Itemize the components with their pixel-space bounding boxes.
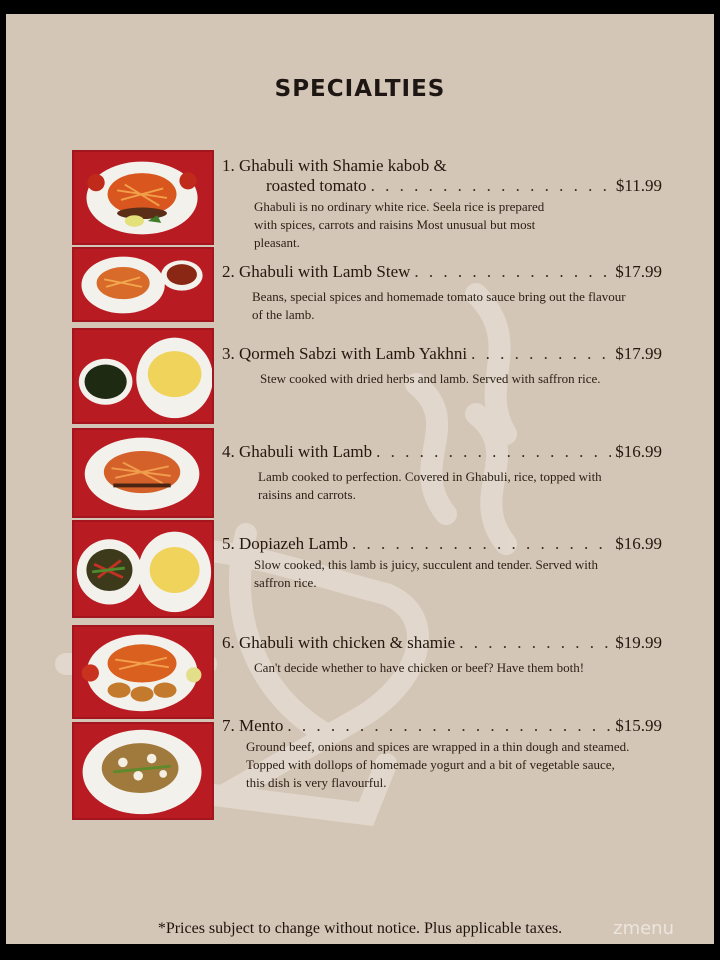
- leader-dots: [471, 344, 611, 364]
- item-7-description: Ground beef, onions and spices are wrapped in a thin dough and steamed. Topped with dollops of homemade yogurt and a bit of vegetable sauce, this dish is very flavourful.: [246, 739, 630, 790]
- item-3-price: $17.99: [615, 344, 662, 363]
- item-7-name-line: [222, 716, 662, 736]
- item-6-name-line: [222, 633, 662, 653]
- item-1-name-cont: roasted tomato: [266, 176, 367, 195]
- qormeh-sabzi-photo: [72, 328, 214, 424]
- item-7-name: Mento: [239, 716, 284, 735]
- item-1-number: 1.: [222, 156, 235, 175]
- item-5-name-line: [222, 534, 662, 554]
- item-2-number: 2.: [222, 262, 235, 281]
- item-4-name: Ghabuli with Lamb: [239, 442, 373, 461]
- leader-dots: [459, 633, 611, 653]
- leader-dots: [352, 534, 611, 554]
- lamb-stew-photo: [72, 247, 214, 322]
- ghabuli-shamie-photo: [72, 150, 214, 245]
- item-1-name-line1: [222, 156, 662, 176]
- item-5-price: $16.99: [615, 534, 662, 553]
- item-1-price: $11.99: [615, 176, 662, 195]
- leader-dots: [376, 442, 611, 462]
- menu-item-4: [222, 442, 662, 504]
- item-6-number: 6.: [222, 633, 235, 652]
- page-title: SPECIALTIES: [274, 76, 446, 102]
- item-1-description: Ghabuli is no ordinary white rice. Seela rice is prepared with spices, carrots and raisins Most unusual but most pleasant.: [254, 199, 545, 250]
- item-4-price: $16.99: [615, 442, 662, 461]
- leader-dots: [371, 176, 612, 196]
- menu-item-6: [222, 633, 662, 677]
- item-4-name-line: [222, 442, 662, 462]
- item-3-description: Stew cooked with dried herbs and lamb. Served with saffron rice.: [260, 371, 601, 386]
- item-2-description: Beans, special spices and homemade tomato sauce bring out the flavour of the lamb.: [252, 289, 626, 322]
- item-6-price: $19.99: [615, 633, 662, 652]
- item-1-name-line2: [222, 176, 662, 196]
- item-1-name: Ghabuli with Shamie kabob &: [239, 156, 447, 175]
- item-6-description: Can't decide whether to have chicken or beef? Have them both!: [254, 660, 585, 675]
- item-3-number: 3.: [222, 344, 235, 363]
- item-5-number: 5.: [222, 534, 235, 553]
- item-7-price: $15.99: [615, 716, 662, 735]
- item-6-name: Ghabuli with chicken & shamie: [239, 633, 456, 652]
- item-5-name: Dopiazeh Lamb: [239, 534, 349, 553]
- site-watermark: zmenu: [613, 918, 674, 939]
- menu-item-2: [222, 262, 662, 324]
- item-4-number: 4.: [222, 442, 235, 461]
- item-2-name: Ghabuli with Lamb Stew: [239, 262, 411, 281]
- leader-dots: [414, 262, 611, 282]
- item-7-number: 7.: [222, 716, 235, 735]
- ghabuli-lamb-photo: [72, 428, 214, 518]
- price-disclaimer: *Prices subject to change without notice. Plus applicable taxes.: [157, 920, 563, 937]
- mento-photo: [72, 722, 214, 820]
- item-3-name-line: [222, 344, 662, 364]
- chicken-shamie-photo: [72, 625, 214, 719]
- menu-item-1: [222, 156, 662, 252]
- item-2-price: $17.99: [615, 262, 662, 281]
- menu-page: [6, 14, 714, 944]
- dopiazeh-photo: [72, 520, 214, 618]
- item-2-name-line: [222, 262, 662, 282]
- menu-item-3: [222, 344, 662, 388]
- menu-item-5: [222, 534, 662, 592]
- item-3-name: Qormeh Sabzi with Lamb Yakhni: [239, 344, 468, 363]
- item-5-description: Slow cooked, this lamb is juicy, succulent and tender. Served with saffron rice.: [254, 557, 598, 590]
- item-4-description: Lamb cooked to perfection. Covered in Ghabuli, rice, topped with raisins and carrots.: [258, 469, 602, 502]
- leader-dots: [287, 716, 611, 736]
- menu-item-7: [222, 716, 662, 792]
